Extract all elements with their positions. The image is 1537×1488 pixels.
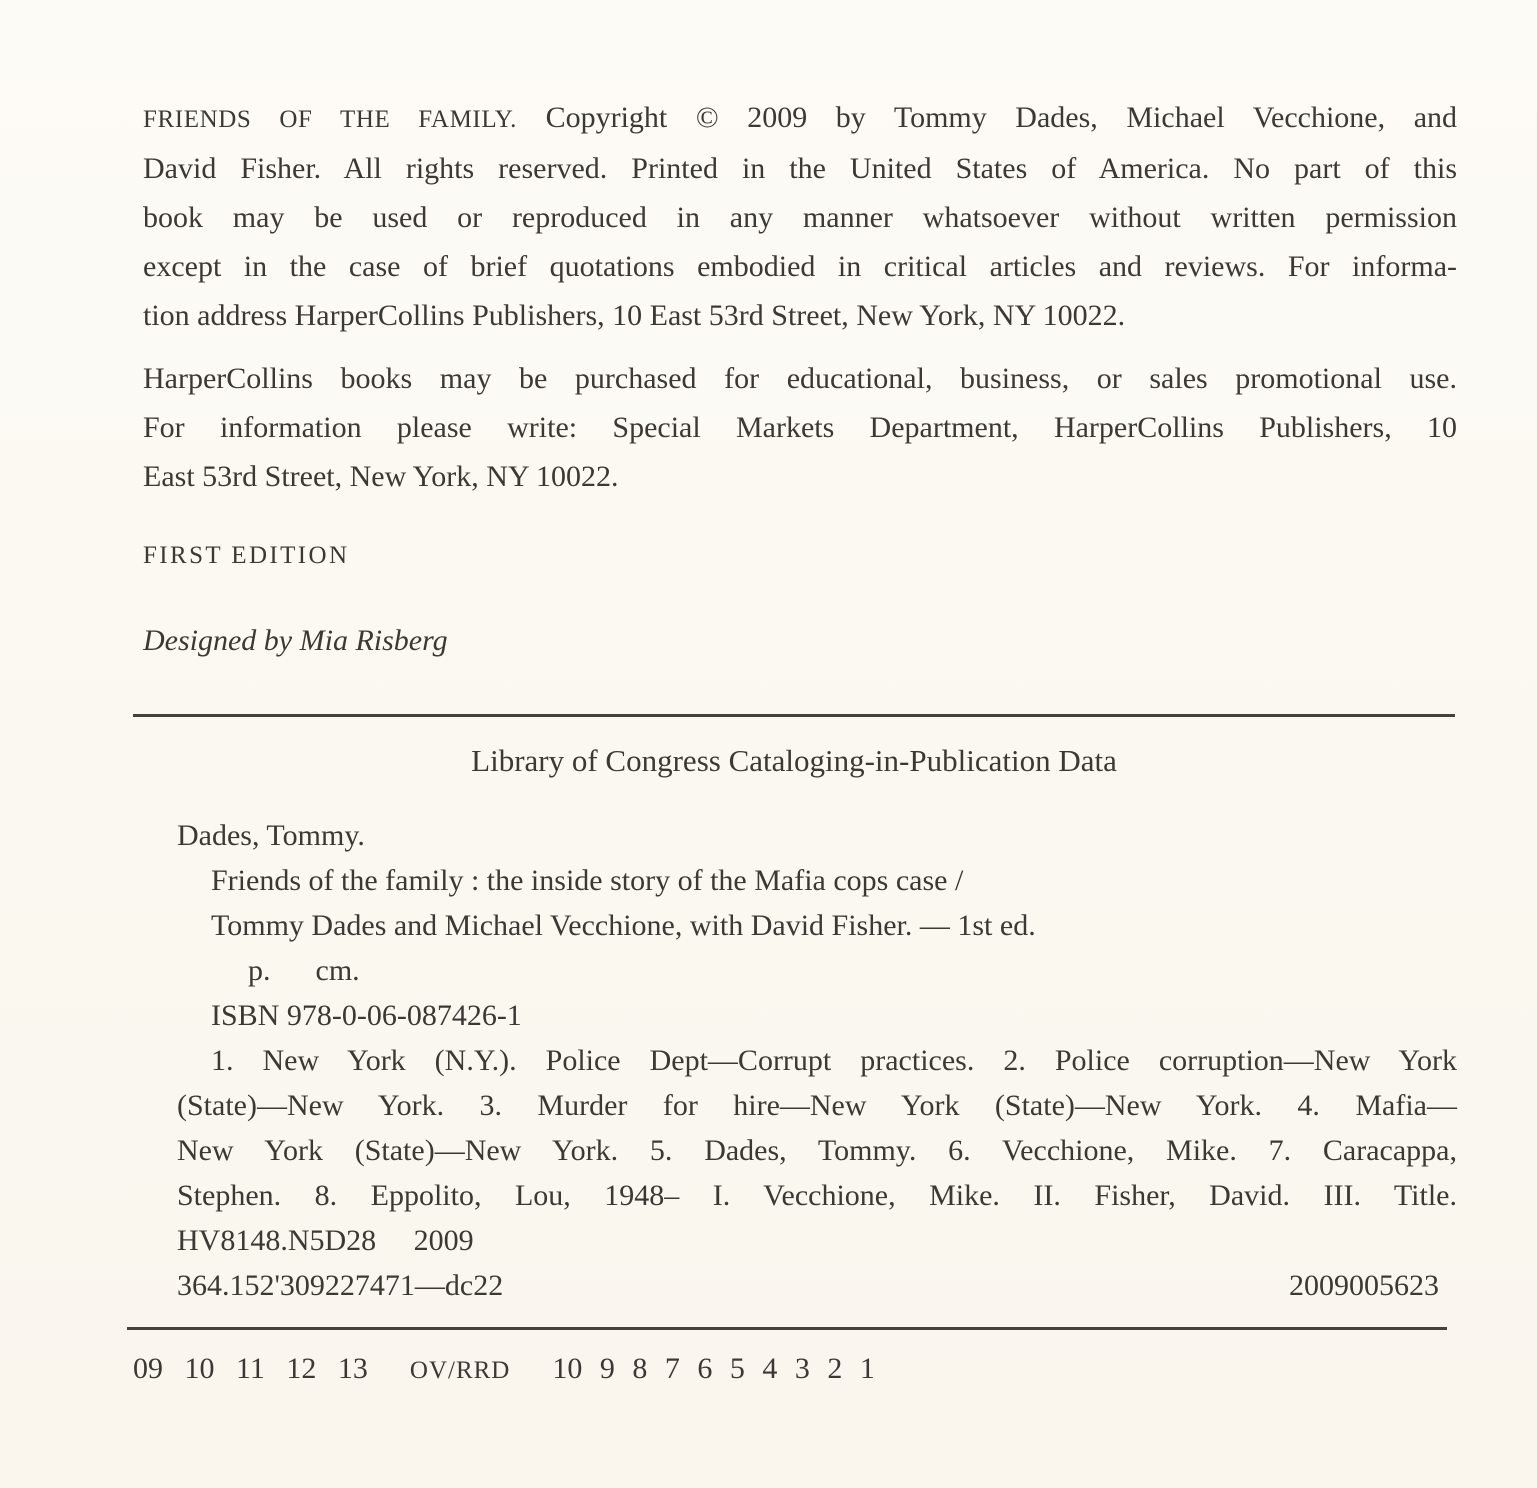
printer-key-plant-code: OV/RRD xyxy=(409,1357,511,1384)
publisher-note xyxy=(143,354,1457,501)
edition-notice xyxy=(143,531,1457,580)
cip-subjects-line: (State)—New York. 3. Murder for hire—New York (State)—New York. 4. Mafia— xyxy=(177,1089,1457,1122)
cip-isbn-line: ISBN 978-0-06-087426-1 xyxy=(211,999,522,1032)
divider-rule-bottom xyxy=(127,1327,1447,1330)
cip-collation-line: p. cm. xyxy=(248,954,360,987)
printer-key-impressions: 10 9 8 7 6 5 4 3 2 1 xyxy=(552,1352,875,1385)
cip-subjects-line: Stephen. 8. Eppolito, Lou, 1948– I. Vecchione, Mike. II. Fisher, David. III. Title. xyxy=(177,1179,1457,1212)
printer-key-years: 09 10 11 12 13 xyxy=(133,1352,368,1385)
cip-lc-class-line: HV8148.N5D28 2009 xyxy=(177,1224,474,1257)
printer-key xyxy=(133,1344,875,1395)
cip-author-line: Dades, Tommy. xyxy=(177,819,365,852)
cip-dewey-number: 364.152'309227471—dc22 xyxy=(177,1269,504,1302)
cip-subjects-line: 1. New York (N.Y.). Police Dept—Corrupt practices. 2. Police corruption—New York xyxy=(211,1044,1457,1077)
copyright-line: except in the case of brief quotations embodied in critical articles and reviews. For informa- xyxy=(143,250,1457,283)
publisher-note-line: East 53rd Street, New York, NY 10022. xyxy=(143,460,619,493)
edition-notice-text: FIRST EDITION xyxy=(143,542,350,569)
loc-cip-heading-text: Library of Congress Cataloging-in-Publication Data xyxy=(471,743,1117,778)
cip-entry xyxy=(177,813,1457,1308)
designer-credit xyxy=(143,616,1457,665)
publisher-note-line: For information please write: Special Markets Department, HarperCollins Publishers, 10 xyxy=(143,411,1457,444)
publisher-note-line: HarperCollins books may be purchased for educational, business, or sales promotional use. xyxy=(143,362,1457,395)
designer-credit-text: Designed by Mia Risberg xyxy=(143,624,448,657)
cip-title-line: Friends of the family : the inside story of the Mafia cops case / xyxy=(211,864,964,897)
cip-lccn: 2009005623 xyxy=(1289,1269,1439,1302)
loc-cip-heading xyxy=(133,736,1455,785)
copyright-line xyxy=(143,93,1457,144)
copyright-notice xyxy=(143,93,1457,340)
copyright-line: David Fisher. All rights reserved. Printed in the United States of America. No part of this xyxy=(143,152,1457,185)
book-title-smallcaps: FRIENDS OF THE FAMILY. xyxy=(143,106,517,133)
cip-dewey-lccn-line xyxy=(177,1263,1439,1308)
divider-rule-top xyxy=(133,714,1455,717)
copyright-line: tion address HarperCollins Publishers, 10 East 53rd Street, New York, NY 10022. xyxy=(143,299,1126,332)
cip-subjects-line: New York (State)—New York. 5. Dades, Tommy. 6. Vecchione, Mike. 7. Caracappa, xyxy=(177,1134,1457,1167)
copyright-line-rest: Copyright © 2009 by Tommy Dades, Michael Vecchione, and xyxy=(545,101,1458,134)
cip-title-line: Tommy Dades and Michael Vecchione, with David Fisher. — 1st ed. xyxy=(211,909,1036,942)
copyright-line: book may be used or reproduced in any manner whatsoever without written permission xyxy=(143,201,1457,234)
